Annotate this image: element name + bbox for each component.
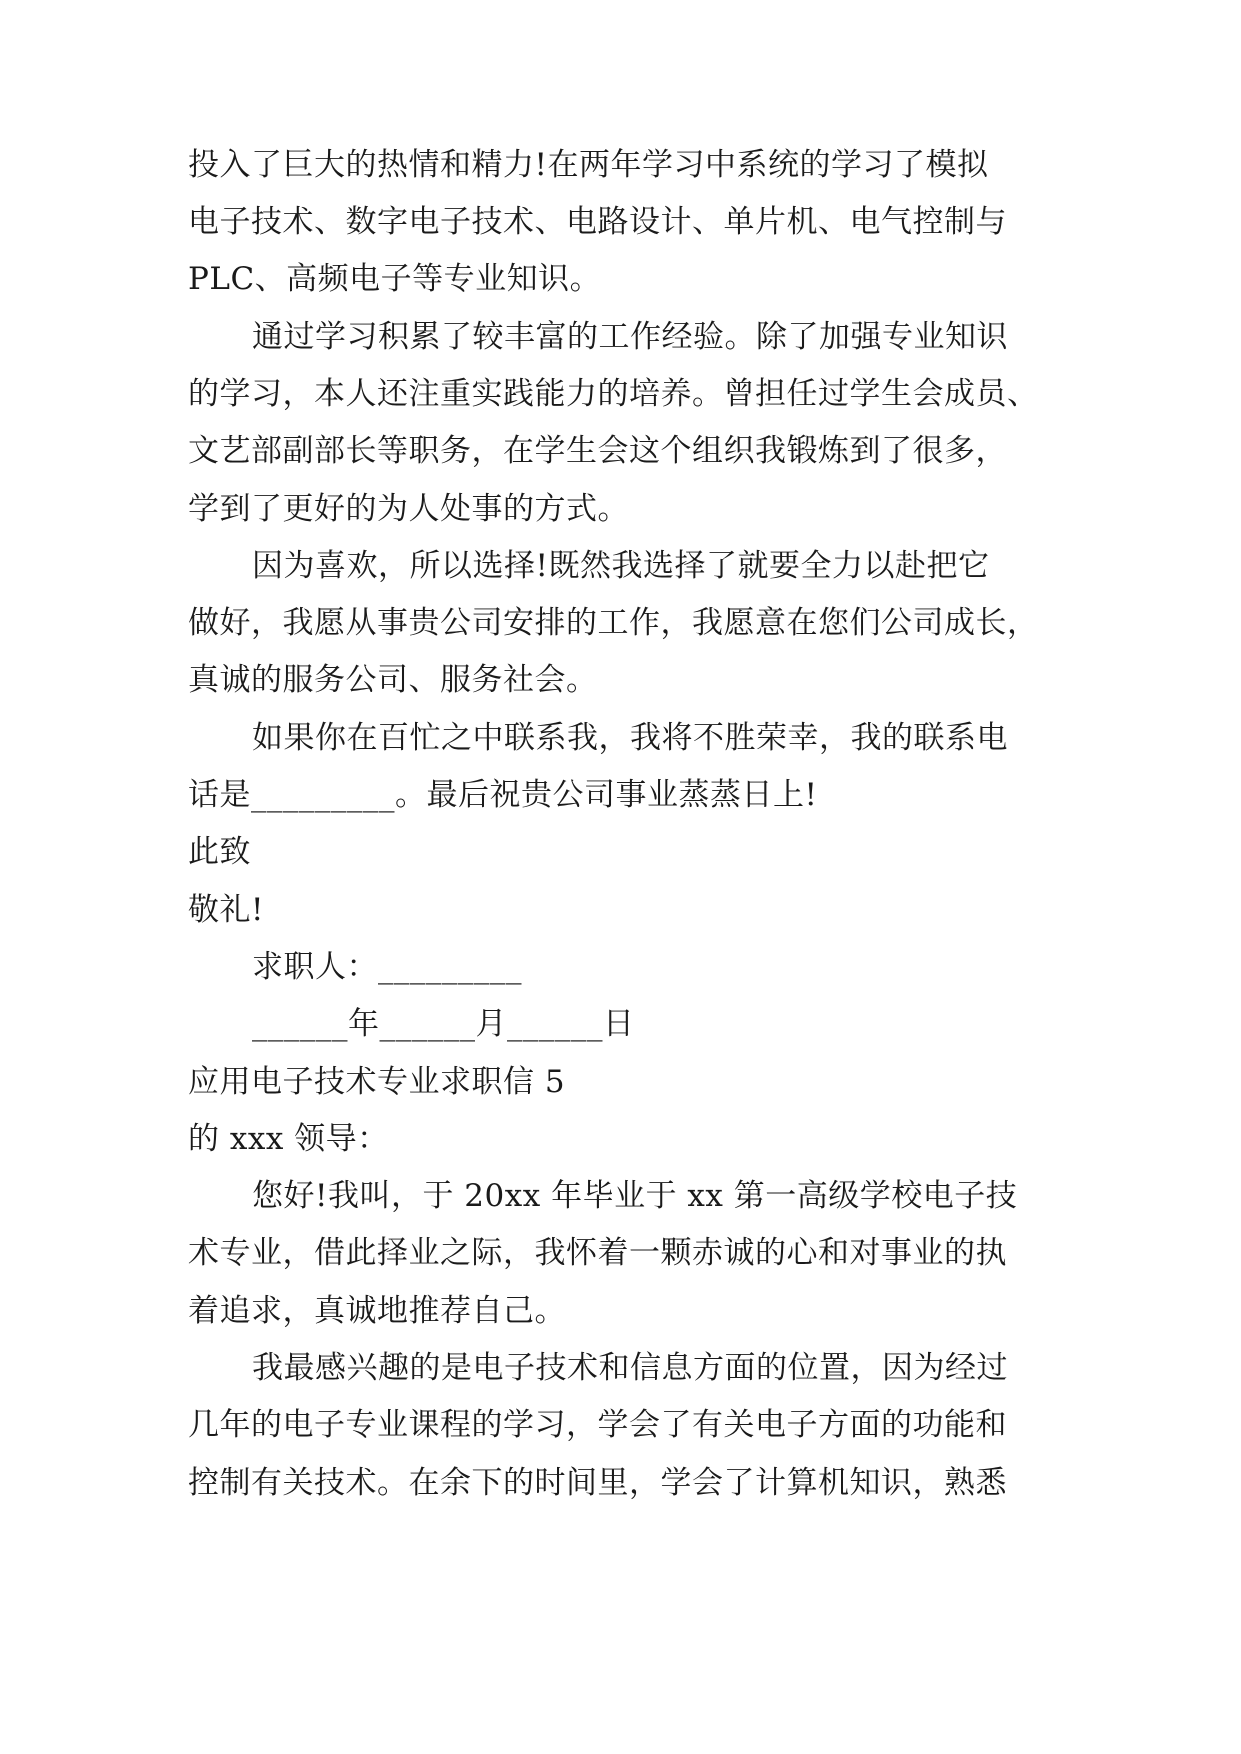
closing-line: 此致 [188, 834, 251, 870]
text-line: 话是_________。最后祝贵公司事业蒸蒸日上! [188, 777, 818, 813]
date-line: ______年______月______日 [252, 1006, 635, 1042]
text-line: 投入了巨大的热情和精力!在两年学习中系统的学习了模拟 [188, 147, 989, 183]
paragraph-start: 我最感兴趣的是电子技术和信息方面的位置，因为经过 [252, 1350, 1008, 1386]
paragraph-start: 通过学习积累了较丰富的工作经验。除了加强专业知识 [252, 319, 1008, 355]
text-line: 着追求，真诚地推荐自己。 [188, 1293, 566, 1329]
text-line: 文艺部副部长等职务，在学生会这个组织我锻炼到了很多， [188, 433, 1007, 469]
text-line: 做好，我愿从事贵公司安排的工作，我愿意在您们公司成长， [188, 605, 1039, 641]
text-line: 电子技术、数字电子技术、电路设计、单片机、电气控制与 [188, 204, 1007, 240]
signature-line: 求职人：_________ [252, 949, 522, 985]
salutation: 的 xxx 领导： [188, 1121, 389, 1157]
section-title: 应用电子技术专业求职信 5 [188, 1064, 566, 1100]
paragraph-start: 因为喜欢，所以选择!既然我选择了就要全力以赴把它 [252, 548, 990, 584]
text-line: 术专业，借此择业之际，我怀着一颗赤诚的心和对事业的执 [188, 1235, 1007, 1271]
text-line: 的学习，本人还注重实践能力的培养。曾担任过学生会成员、 [188, 376, 1039, 412]
closing-salute: 敬礼! [188, 892, 264, 928]
text-line: 真诚的服务公司、服务社会。 [188, 662, 598, 698]
text-line: 几年的电子专业课程的学习，学会了有关电子方面的功能和 [188, 1407, 1007, 1443]
text-line: PLC、高频电子等专业知识。 [188, 261, 602, 297]
text-line: 学到了更好的为人处事的方式。 [188, 491, 629, 527]
paragraph-start: 如果你在百忙之中联系我，我将不胜荣幸，我的联系电 [252, 720, 1008, 756]
text-line: 控制有关技术。在余下的时间里，学会了计算机知识，熟悉 [188, 1465, 1007, 1501]
paragraph-start: 您好!我叫，于 20xx 年毕业于 xx 第一高级学校电子技 [252, 1178, 1018, 1214]
